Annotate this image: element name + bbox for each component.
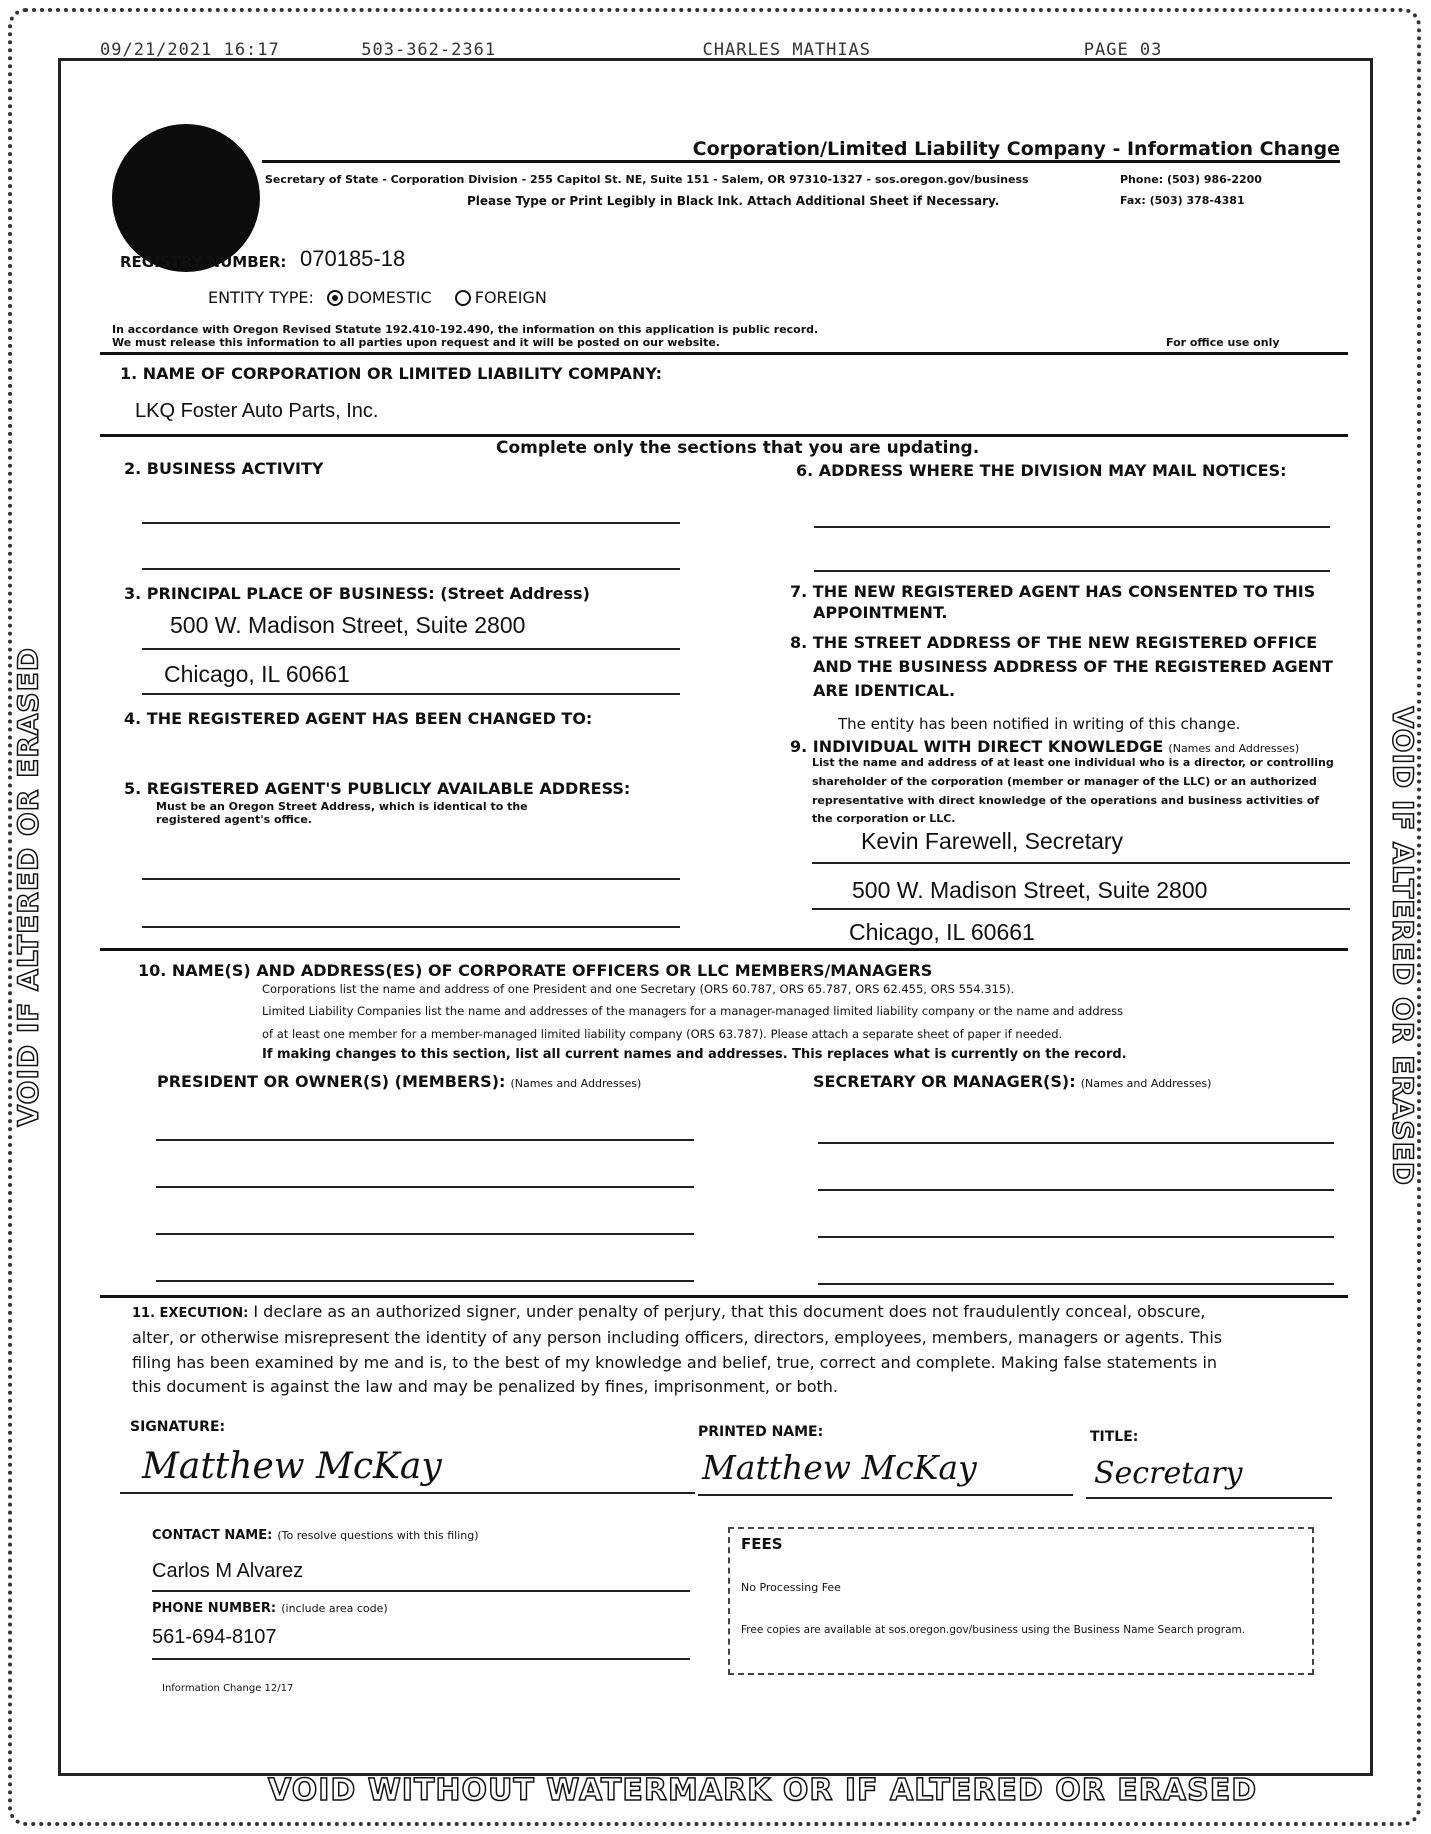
s8-notified: The entity has been notified in writing of this change.: [838, 715, 1241, 733]
contact-name-label: CONTACT NAME:: [152, 1528, 273, 1543]
instructions: Please Type or Print Legibly in Black Ink. Attach Additional Sheet if Necessary.: [467, 194, 1000, 208]
s4-label: 4. THE REGISTERED AGENT HAS BEEN CHANGED TO:: [124, 709, 593, 728]
s10-note-1: Corporations list the name and address of one President and one Secretary (ORS 60.787, ORS 65.787, ORS 62.455, ORS 554.315).: [262, 982, 1015, 996]
s10-note-3: of at least one member for a member-managed limited liability company (ORS 63.787). Please attach a separate sheet of paper if needed.: [262, 1027, 1063, 1041]
president-suffix: (Names and Addresses): [510, 1077, 642, 1090]
fax-phone: 503-362-2361: [361, 40, 497, 60]
principal-address-line2[interactable]: Chicago, IL 60661: [164, 661, 350, 687]
s3-label: 3. PRINCIPAL PLACE OF BUSINESS: (Street Address): [124, 584, 590, 603]
mail-notices-line[interactable]: [814, 570, 1330, 572]
secretary-line[interactable]: [818, 1283, 1334, 1285]
contact-name-value[interactable]: Carlos M Alvarez: [152, 1560, 304, 1582]
fees-box: [728, 1527, 1314, 1675]
contact-name-underline: [152, 1590, 690, 1592]
s5-label: 5. REGISTERED AGENT'S PUBLICLY AVAILABLE ADDRESS:: [124, 779, 631, 798]
form-border: [58, 58, 1373, 1776]
entity-type: [208, 288, 547, 307]
business-activity-line[interactable]: [142, 568, 680, 570]
watermark-left: VOID IF ALTERED OR ERASED: [11, 647, 45, 1127]
agent-address-line[interactable]: [142, 926, 680, 928]
knowledge-address2[interactable]: Chicago, IL 60661: [849, 919, 1035, 945]
public-record-notice-2: We must release this information to all parties upon request and it will be posted on our website.: [112, 336, 720, 349]
fees-line2: Free copies are available at sos.oregon.gov/business using the Business Name Search program.: [741, 1624, 1246, 1636]
registry-label: REGISTRY NUMBER:: [120, 253, 287, 271]
agency-line: Secretary of State - Corporation Division - 255 Capitol St. NE, Suite 151 - Salem, OR 97310-1327 - sos.oregon.gov/business: [265, 173, 1029, 186]
principal-address-underline: [142, 693, 680, 695]
signature-underline: [120, 1492, 695, 1494]
agency-phone: Phone: (503) 986-2200: [1120, 173, 1262, 186]
phone-heading: [152, 1597, 388, 1616]
principal-address-line1[interactable]: 500 W. Madison Street, Suite 2800: [170, 612, 526, 638]
domestic-radio-icon[interactable]: [327, 290, 343, 306]
title-underline: [1086, 1497, 1332, 1499]
entity-type-label: ENTITY TYPE:: [208, 288, 314, 307]
s11-label: 11. EXECUTION:: [132, 1306, 249, 1321]
fax-page: PAGE 03: [1083, 40, 1163, 60]
s7-line2: APPOINTMENT.: [813, 603, 948, 622]
knowledge-name[interactable]: Kevin Farewell, Secretary: [861, 828, 1124, 854]
state-seal: [112, 124, 260, 272]
s2-label: 2. BUSINESS ACTIVITY: [124, 459, 324, 478]
knowledge-underline: [812, 862, 1350, 864]
president-line[interactable]: [156, 1280, 694, 1282]
president-heading: [157, 1072, 641, 1091]
contact-name-suffix: (To resolve questions with this filing): [277, 1529, 479, 1542]
printed-name-value[interactable]: Matthew McKay: [702, 1448, 977, 1487]
office-use-label: For office use only: [1166, 336, 1280, 349]
signature-value[interactable]: Matthew McKay: [142, 1446, 442, 1487]
s9-note-2: shareholder of the corporation (member or manager of the LLC) or an authorized: [812, 775, 1317, 788]
fax-header: [100, 40, 1330, 60]
s8-line2: AND THE BUSINESS ADDRESS OF THE REGISTERED AGENT: [813, 657, 1333, 676]
secretary-line[interactable]: [818, 1189, 1334, 1191]
entity-domestic-label: DOMESTIC: [347, 288, 432, 307]
header-rule: [262, 160, 1340, 163]
s8-line1: 8. THE STREET ADDRESS OF THE NEW REGISTERED OFFICE: [790, 633, 1318, 652]
public-record-notice-1: In accordance with Oregon Revised Statute 192.410-192.490, the information on this application is public record.: [112, 323, 819, 336]
s11-line1: [132, 1302, 1206, 1321]
phone-underline: [152, 1658, 690, 1660]
signature-label: SIGNATURE:: [130, 1419, 226, 1435]
registry-number[interactable]: 070185-18: [300, 246, 406, 271]
form-title: Corporation/Limited Liability Company - Information Change: [692, 138, 1340, 160]
phone-label: PHONE NUMBER:: [152, 1601, 277, 1616]
s11-text-4: this document is against the law and may be penalized by fines, imprisonment, or both.: [132, 1377, 838, 1396]
knowledge-address1[interactable]: 500 W. Madison Street, Suite 2800: [852, 877, 1208, 903]
s9-label: 9. INDIVIDUAL WITH DIRECT KNOWLEDGE: [790, 737, 1164, 756]
secretary-suffix: (Names and Addresses): [1080, 1077, 1212, 1090]
s11-text-3: filing has been examined by me and is, to the best of my knowledge and belief, true, correct and complete. Making false statements in: [132, 1353, 1218, 1372]
fees-line1: No Processing Fee: [741, 1581, 841, 1594]
printed-name-underline: [698, 1494, 1073, 1496]
mail-notices-line[interactable]: [814, 526, 1330, 528]
foreign-radio-icon[interactable]: [455, 290, 471, 306]
s7-line1: 7. THE NEW REGISTERED AGENT HAS CONSENTED TO THIS: [790, 582, 1316, 601]
s11-text-1: I declare as an authorized signer, under penalty of perjury, that this document does not fraudulently conceal, obscure,: [253, 1302, 1206, 1321]
s9-heading: [790, 737, 1299, 756]
complete-note: Complete only the sections that you are updating.: [496, 438, 980, 458]
s10-label: 10. NAME(S) AND ADDRESS(ES) OF CORPORATE OFFICERS OR LLC MEMBERS/MANAGERS: [138, 961, 933, 980]
s10-note-4: If making changes to this section, list all current names and addresses. This replaces what is currently on the record.: [262, 1047, 1127, 1062]
contact-name-heading: [152, 1524, 479, 1543]
s1-label: 1. NAME OF CORPORATION OR LIMITED LIABILITY COMPANY:: [120, 364, 662, 383]
watermark-bottom: VOID WITHOUT WATERMARK OR IF ALTERED OR ERASED: [268, 1773, 1258, 1808]
president-label: PRESIDENT OR OWNER(S) (MEMBERS):: [157, 1072, 506, 1091]
phone-value[interactable]: 561-694-8107: [152, 1626, 277, 1648]
s9-label-suffix: (Names and Addresses): [1168, 742, 1300, 755]
agency-fax: Fax: (503) 378-4381: [1120, 194, 1245, 207]
phone-suffix: (include area code): [281, 1602, 388, 1615]
s9-note-3: representative with direct knowledge of the operations and business activities of: [812, 794, 1320, 807]
knowledge-underline: [812, 908, 1350, 910]
title-label: TITLE:: [1090, 1429, 1139, 1445]
s5-note-1: Must be an Oregon Street Address, which is identical to the: [156, 800, 528, 813]
s8-line3: ARE IDENTICAL.: [813, 681, 956, 700]
s9-note-1: List the name and address of at least one individual who is a director, or controlling: [812, 756, 1334, 769]
fees-title: FEES: [741, 1535, 783, 1553]
fax-sender: CHARLES MATHIAS: [702, 40, 872, 60]
secretary-heading: [813, 1072, 1211, 1091]
section-divider: [100, 352, 1348, 355]
secretary-line[interactable]: [818, 1236, 1334, 1238]
section-divider: [100, 948, 1348, 951]
secretary-line[interactable]: [818, 1142, 1334, 1144]
business-activity-line[interactable]: [142, 522, 680, 524]
s6-label: 6. ADDRESS WHERE THE DIVISION MAY MAIL NOTICES:: [796, 461, 1287, 480]
secretary-label: SECRETARY OR MANAGER(S):: [813, 1072, 1076, 1091]
watermark-right: VOID IF ALTERED OR ERASED: [1386, 706, 1420, 1186]
agent-address-line[interactable]: [142, 878, 680, 880]
printed-name-label: PRINTED NAME:: [698, 1424, 824, 1440]
section-divider: [100, 1295, 1348, 1298]
s5-note-2: registered agent's office.: [156, 813, 312, 826]
fax-datetime: 09/21/2021 16:17: [100, 40, 280, 60]
s11-text-2: alter, or otherwise misrepresent the identity of any person including officers, directors, employees, members, managers or agents. This: [132, 1328, 1223, 1347]
president-line[interactable]: [156, 1233, 694, 1235]
section-divider: [100, 434, 1348, 437]
s9-note-4: the corporation or LLC.: [812, 812, 956, 825]
title-value[interactable]: Secretary: [1094, 1456, 1243, 1491]
president-line[interactable]: [156, 1139, 694, 1141]
form-id: Information Change 12/17: [162, 1683, 294, 1694]
company-name[interactable]: LKQ Foster Auto Parts, Inc.: [135, 400, 379, 422]
s10-note-2: Limited Liability Companies list the name and addresses of the managers for a manager-managed limited liability company or the name and address: [262, 1004, 1124, 1018]
principal-address-underline: [142, 648, 680, 650]
entity-foreign-label: FOREIGN: [474, 288, 547, 307]
president-line[interactable]: [156, 1186, 694, 1188]
